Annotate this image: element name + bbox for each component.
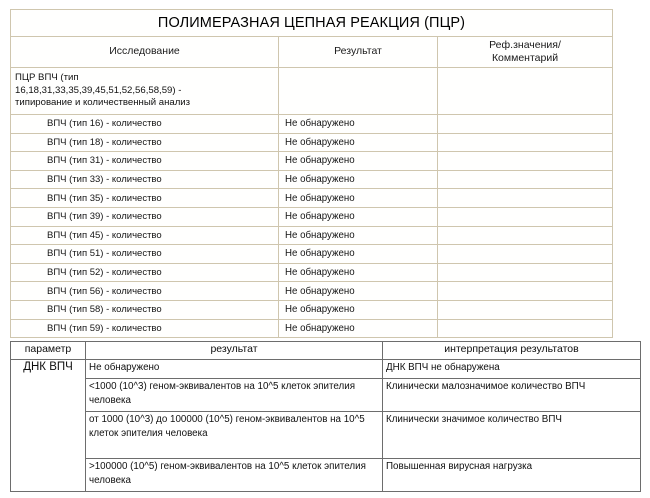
- column-header-result: результат: [86, 342, 383, 360]
- table-row: [11, 319, 613, 338]
- pcr-row-study: ВПЧ (тип 35) - количество: [11, 189, 279, 208]
- table-row: [11, 263, 613, 282]
- table-row: [11, 189, 613, 208]
- pcr-group-result: [279, 68, 438, 115]
- pcr-row-reference: [438, 300, 613, 319]
- pcr-group-row: [11, 68, 613, 115]
- table-row: [11, 226, 613, 245]
- pcr-row-result: Не обнаружено: [279, 282, 438, 301]
- interp-row-interpretation: ДНК ВПЧ не обнаружена: [383, 360, 641, 379]
- interp-row-result: <1000 (10^3) геном-эквивалентов на 10^5 клеток эпителия человека: [86, 379, 383, 412]
- pcr-row-study: ВПЧ (тип 16) - количество: [11, 115, 279, 134]
- column-header-interpretation: интерпретация результатов: [383, 342, 641, 360]
- table-row: [11, 412, 641, 459]
- pcr-results-table: [10, 9, 613, 338]
- table-row: [11, 245, 613, 264]
- pcr-row-result: Не обнаружено: [279, 245, 438, 264]
- pcr-row-reference: [438, 319, 613, 338]
- pcr-row-study: ВПЧ (тип 33) - количество: [11, 170, 279, 189]
- column-header-reference-line1: Реф.значения/: [489, 38, 561, 51]
- pcr-row-result: Не обнаружено: [279, 319, 438, 338]
- pcr-row-reference: [438, 152, 613, 171]
- pcr-row-result: Не обнаружено: [279, 133, 438, 152]
- column-header-result: Результат: [279, 37, 438, 68]
- pcr-row-study: ВПЧ (тип 18) - количество: [11, 133, 279, 152]
- pcr-row-study: ВПЧ (тип 51) - количество: [11, 245, 279, 264]
- table-row: [11, 300, 613, 319]
- pcr-row-result: Не обнаружено: [279, 226, 438, 245]
- column-header-parameter: параметр: [11, 342, 86, 360]
- column-header-study: Исследование: [11, 37, 279, 68]
- pcr-table-title: ПОЛИМЕРАЗНАЯ ЦЕПНАЯ РЕАКЦИЯ (ПЦР): [11, 10, 613, 37]
- table-row: [11, 170, 613, 189]
- interp-row-interpretation: Повышенная вирусная нагрузка: [383, 459, 641, 492]
- pcr-group-name-line2: 16,18,31,33,35,39,45,51,52,56,58,59) -: [15, 84, 182, 96]
- pcr-row-study: ВПЧ (тип 31) - количество: [11, 152, 279, 171]
- pcr-row-result: Не обнаружено: [279, 115, 438, 134]
- table-row: [11, 115, 613, 134]
- table-row: [11, 360, 641, 379]
- pcr-row-result: Не обнаружено: [279, 263, 438, 282]
- table-row: [11, 152, 613, 171]
- table-row: [11, 459, 641, 492]
- pcr-row-reference: [438, 282, 613, 301]
- pcr-row-result: Не обнаружено: [279, 300, 438, 319]
- pcr-group-reference: [438, 68, 613, 115]
- table-row: [11, 282, 613, 301]
- pcr-row-reference: [438, 245, 613, 264]
- pcr-row-result: Не обнаружено: [279, 152, 438, 171]
- interp-row-result: >100000 (10^5) геном-эквивалентов на 10^5 клеток эпителия человека: [86, 459, 383, 492]
- pcr-row-result: Не обнаружено: [279, 207, 438, 226]
- pcr-row-reference: [438, 133, 613, 152]
- pcr-row-result: Не обнаружено: [279, 170, 438, 189]
- pcr-group-name: [11, 68, 279, 115]
- table-row: [11, 133, 613, 152]
- pcr-row-study: ВПЧ (тип 52) - количество: [11, 263, 279, 282]
- pcr-header-row: [11, 37, 613, 68]
- column-header-reference-line2: Комментарий: [491, 52, 559, 64]
- pcr-row-reference: [438, 170, 613, 189]
- table-row: [11, 379, 641, 412]
- interp-parameter-label: ДНК ВПЧ: [11, 360, 86, 492]
- interp-row-interpretation: Клинически значимое количество ВПЧ: [383, 412, 641, 459]
- interp-row-interpretation: Клинически малозначимое количество ВПЧ: [383, 379, 641, 412]
- pcr-title-row: [11, 10, 613, 37]
- interp-row-result: Не обнаружено: [86, 360, 383, 379]
- pcr-row-result: Не обнаружено: [279, 189, 438, 208]
- table-row: [11, 207, 613, 226]
- interp-row-result: от 1000 (10^3) до 100000 (10^5) геном-эквивалентов на 10^5 клеток эпителия человека: [86, 412, 383, 459]
- column-header-reference: [438, 37, 613, 68]
- pcr-row-reference: [438, 226, 613, 245]
- pcr-row-reference: [438, 189, 613, 208]
- interp-header-row: [11, 342, 641, 360]
- pcr-row-study: ВПЧ (тип 56) - количество: [11, 282, 279, 301]
- pcr-group-name-line3: типирование и количественный анализ: [15, 97, 191, 109]
- pcr-row-study: ВПЧ (тип 39) - количество: [11, 207, 279, 226]
- interpretation-table: [10, 341, 641, 492]
- pcr-row-study: ВПЧ (тип 58) - количество: [11, 300, 279, 319]
- pcr-row-reference: [438, 207, 613, 226]
- pcr-row-reference: [438, 115, 613, 134]
- pcr-row-study: ВПЧ (тип 59) - количество: [11, 319, 279, 338]
- pcr-row-reference: [438, 263, 613, 282]
- pcr-row-study: ВПЧ (тип 45) - количество: [11, 226, 279, 245]
- pcr-group-name-line1: ПЦР ВПЧ (тип: [15, 71, 79, 83]
